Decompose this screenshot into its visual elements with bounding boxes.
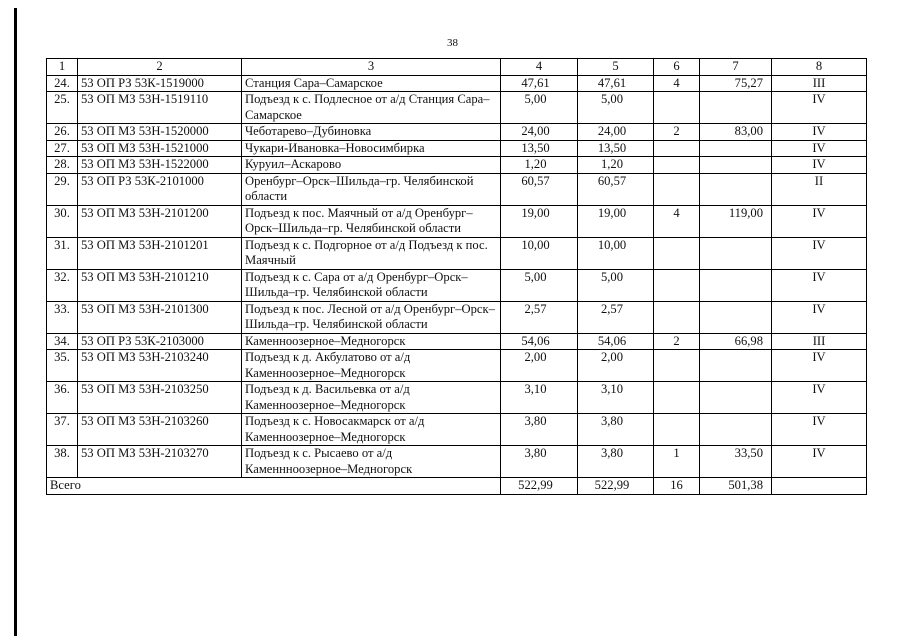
value: 83,00 [700, 124, 772, 141]
length-2: 24,00 [578, 124, 654, 141]
count [654, 140, 700, 157]
category: IV [772, 414, 867, 446]
header-cell: 3 [242, 59, 501, 76]
row-number: 25. [47, 92, 78, 124]
value: 33,50 [700, 446, 772, 478]
header-cell: 7 [700, 59, 772, 76]
road-name: Подъезд к пос. Маячный от а/д Оренбург–Орск–Шильда–гр. Челябинской области [242, 205, 501, 237]
length-2: 5,00 [578, 92, 654, 124]
header-cell: 4 [501, 59, 578, 76]
category: IV [772, 92, 867, 124]
row-number: 28. [47, 157, 78, 174]
road-code: 53 ОП МЗ 53Н-1519110 [78, 92, 242, 124]
table-row [47, 157, 867, 174]
row-number: 24. [47, 75, 78, 92]
length-1: 19,00 [501, 205, 578, 237]
value [700, 269, 772, 301]
length-1: 3,80 [501, 446, 578, 478]
total-value: 501,38 [700, 478, 772, 495]
row-number: 36. [47, 382, 78, 414]
length-1: 60,57 [501, 173, 578, 205]
length-1: 13,50 [501, 140, 578, 157]
road-code: 53 ОП РЗ 53К-2103000 [78, 333, 242, 350]
road-name: Подъезд к с. Новосакмарск от а/д Каменноозерное–Медногорск [242, 414, 501, 446]
row-number: 29. [47, 173, 78, 205]
row-number: 32. [47, 269, 78, 301]
value: 75,27 [700, 75, 772, 92]
row-number: 38. [47, 446, 78, 478]
road-code: 53 ОП МЗ 53Н-2101210 [78, 269, 242, 301]
header-row [47, 59, 867, 76]
length-2: 5,00 [578, 269, 654, 301]
length-1: 10,00 [501, 237, 578, 269]
road-code: 53 ОП МЗ 53Н-2103270 [78, 446, 242, 478]
table-row [47, 333, 867, 350]
length-2: 3,80 [578, 446, 654, 478]
category: IV [772, 205, 867, 237]
count: 2 [654, 333, 700, 350]
length-2: 47,61 [578, 75, 654, 92]
road-code: 53 ОП МЗ 53Н-2101300 [78, 301, 242, 333]
count [654, 350, 700, 382]
value [700, 92, 772, 124]
count [654, 414, 700, 446]
road-name: Подъезд к с. Сара от а/д Оренбург–Орск–Шильда–гр. Челябинской области [242, 269, 501, 301]
road-code: 53 ОП МЗ 53Н-1521000 [78, 140, 242, 157]
category: II [772, 173, 867, 205]
road-code: 53 ОП РЗ 53К-1519000 [78, 75, 242, 92]
length-2: 3,10 [578, 382, 654, 414]
value: 119,00 [700, 205, 772, 237]
table-row [47, 140, 867, 157]
table-row [47, 414, 867, 446]
count [654, 92, 700, 124]
row-number: 26. [47, 124, 78, 141]
table-row [47, 301, 867, 333]
header-cell: 8 [772, 59, 867, 76]
category: III [772, 75, 867, 92]
category: IV [772, 237, 867, 269]
page-edge-bar [14, 8, 17, 636]
road-name: Станция Сара–Самарское [242, 75, 501, 92]
road-code: 53 ОП МЗ 53Н-1520000 [78, 124, 242, 141]
category: IV [772, 382, 867, 414]
header-cell: 5 [578, 59, 654, 76]
category: IV [772, 446, 867, 478]
category: IV [772, 301, 867, 333]
road-code: 53 ОП МЗ 53Н-2101201 [78, 237, 242, 269]
length-1: 54,06 [501, 333, 578, 350]
count [654, 173, 700, 205]
count [654, 382, 700, 414]
row-number: 30. [47, 205, 78, 237]
road-name: Чукари-Ивановка–Новосимбирка [242, 140, 501, 157]
value [700, 301, 772, 333]
row-number: 37. [47, 414, 78, 446]
length-1: 1,20 [501, 157, 578, 174]
road-code: 53 ОП МЗ 53Н-2103250 [78, 382, 242, 414]
count: 4 [654, 205, 700, 237]
length-1: 47,61 [501, 75, 578, 92]
count: 1 [654, 446, 700, 478]
length-1: 2,00 [501, 350, 578, 382]
length-2: 10,00 [578, 237, 654, 269]
value [700, 237, 772, 269]
total-length-2: 522,99 [578, 478, 654, 495]
road-name: Подъезд к с. Подлесное от а/д Станция Сара–Самарское [242, 92, 501, 124]
row-number: 34. [47, 333, 78, 350]
roads-table [46, 58, 867, 495]
row-number: 35. [47, 350, 78, 382]
road-name: Куруил–Аскарово [242, 157, 501, 174]
road-code: 53 ОП МЗ 53Н-2101200 [78, 205, 242, 237]
value [700, 382, 772, 414]
road-code: 53 ОП МЗ 53Н-2103240 [78, 350, 242, 382]
count [654, 157, 700, 174]
header-cell: 2 [78, 59, 242, 76]
count [654, 269, 700, 301]
row-number: 27. [47, 140, 78, 157]
length-2: 3,80 [578, 414, 654, 446]
table-row [47, 124, 867, 141]
road-code: 53 ОП МЗ 53Н-2103260 [78, 414, 242, 446]
table-row [47, 269, 867, 301]
road-name: Подъезд к пос. Лесной от а/д Оренбург–Орск–Шильда–гр. Челябинской области [242, 301, 501, 333]
count: 2 [654, 124, 700, 141]
header-cell: 6 [654, 59, 700, 76]
road-code: 53 ОП МЗ 53Н-1522000 [78, 157, 242, 174]
length-1: 3,10 [501, 382, 578, 414]
page-number: 38 [447, 37, 458, 49]
total-category [772, 478, 867, 495]
category: IV [772, 124, 867, 141]
table-row [47, 205, 867, 237]
length-2: 54,06 [578, 333, 654, 350]
total-count: 16 [654, 478, 700, 495]
row-number: 31. [47, 237, 78, 269]
length-1: 2,57 [501, 301, 578, 333]
total-row [47, 478, 867, 495]
category: III [772, 333, 867, 350]
value [700, 173, 772, 205]
table-row [47, 75, 867, 92]
category: IV [772, 157, 867, 174]
road-name: Подъезд к д. Васильевка от а/д Каменноозерное–Медногорск [242, 382, 501, 414]
length-1: 5,00 [501, 92, 578, 124]
length-2: 19,00 [578, 205, 654, 237]
road-name: Оренбург–Орск–Шильда–гр. Челябинской области [242, 173, 501, 205]
length-2: 13,50 [578, 140, 654, 157]
header-cell: 1 [47, 59, 78, 76]
length-1: 5,00 [501, 269, 578, 301]
table-row [47, 173, 867, 205]
value [700, 414, 772, 446]
length-2: 2,57 [578, 301, 654, 333]
total-label: Всего [47, 478, 501, 495]
road-code: 53 ОП РЗ 53К-2101000 [78, 173, 242, 205]
value [700, 140, 772, 157]
length-1: 3,80 [501, 414, 578, 446]
value: 66,98 [700, 333, 772, 350]
category: IV [772, 350, 867, 382]
road-name: Подъезд к с. Подгорное от а/д Подъезд к пос. Маячный [242, 237, 501, 269]
total-length-1: 522,99 [501, 478, 578, 495]
length-2: 2,00 [578, 350, 654, 382]
count [654, 301, 700, 333]
table-row [47, 382, 867, 414]
table-row [47, 237, 867, 269]
table-row [47, 350, 867, 382]
length-2: 1,20 [578, 157, 654, 174]
value [700, 157, 772, 174]
category: IV [772, 269, 867, 301]
road-name: Подъезд к с. Рысаево от а/д Каменнноозерное–Медногорск [242, 446, 501, 478]
count: 4 [654, 75, 700, 92]
length-2: 60,57 [578, 173, 654, 205]
length-1: 24,00 [501, 124, 578, 141]
table-row [47, 92, 867, 124]
category: IV [772, 140, 867, 157]
table-row [47, 446, 867, 478]
road-name: Подъезд к д. Акбулатово от а/д Каменноозерное–Медногорск [242, 350, 501, 382]
road-name: Каменноозерное–Медногорск [242, 333, 501, 350]
value [700, 350, 772, 382]
count [654, 237, 700, 269]
road-name: Чеботарево–Дубиновка [242, 124, 501, 141]
row-number: 33. [47, 301, 78, 333]
